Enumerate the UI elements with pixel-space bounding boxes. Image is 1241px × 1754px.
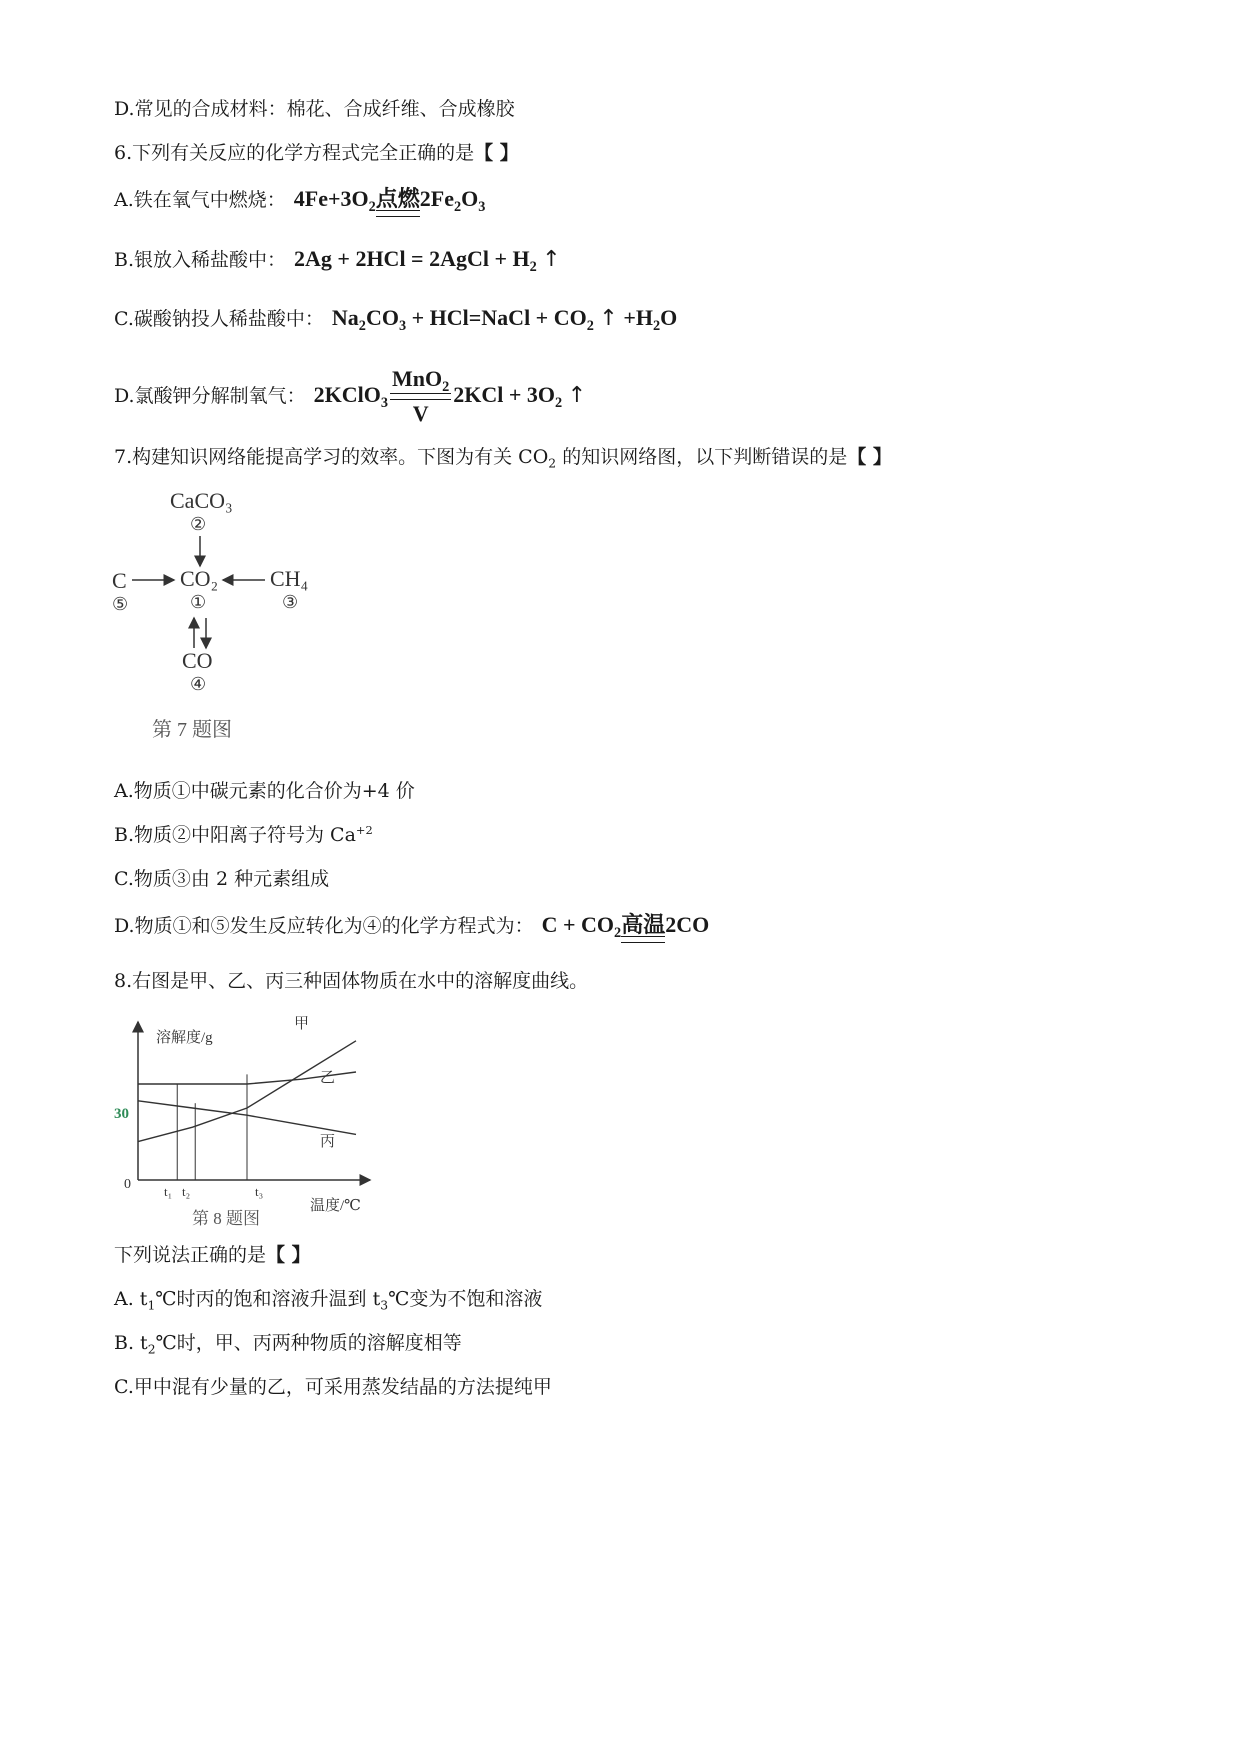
- q8-question: 下列说法正确的是【 】: [114, 1244, 311, 1266]
- x-tick-t3: t₃: [255, 1184, 264, 1199]
- figure-7-caption: 第 7 题图: [152, 719, 232, 741]
- q7-option-d: D.物质①和⑤发生反应转化为④的化学方程式为： $C + CO_2$高温2CO: [114, 912, 710, 941]
- legend-yi: 乙: [320, 1070, 336, 1086]
- q6-stem: [114, 140, 519, 166]
- y-tick-30: 30: [114, 1106, 129, 1122]
- q6-option-a: [114, 186, 485, 215]
- figure-8-caption: 第 8 题图: [192, 1209, 260, 1228]
- node-2-marker: ②: [190, 514, 207, 534]
- q6d-equation: 2KClO$_3$ MnO$_2$ V $2KCl + 3O_2$ ↑: [313, 366, 587, 427]
- q8-option-a: A. $t_1℃$时丙的饱和溶液升温到 $t_3℃$变为不饱和溶液: [114, 1288, 543, 1313]
- x-tick-t1: t₁: [164, 1184, 173, 1199]
- q6-option-d: [114, 366, 586, 426]
- q7-option-c: C.物质③由 2 种元素组成: [114, 868, 330, 890]
- q6-option-c: [114, 305, 677, 332]
- answer-bracket: 【 】: [266, 1244, 311, 1266]
- q8-stem: 8.右图是甲、乙、丙三种固体物质在水中的溶解度曲线。: [114, 970, 589, 992]
- co2-label: CO₂: [180, 566, 219, 591]
- q8-solubility-chart: [108, 1012, 408, 1236]
- node-3-marker: ③: [282, 592, 299, 612]
- gas-arrow-icon: ↑: [599, 306, 618, 331]
- q7-option-b: B.物质②中阳离子符号为 $Ca^{+2}$: [114, 823, 373, 846]
- q6a-label: A.铁在氧气中燃烧：: [114, 189, 286, 211]
- q7d-equation: $C + CO_2$高温2CO: [541, 912, 710, 941]
- gas-arrow-icon: ↑: [542, 247, 561, 272]
- q6c-equation: $Na_2CO_3$ + HCl=NaCl + $CO_2$ ↑ $+H_2O$: [331, 305, 678, 334]
- legend-bing: 丙: [320, 1134, 336, 1150]
- q6b-label: B.银放入稀盐酸中：: [114, 249, 287, 271]
- x-axis-label: 温度/℃: [310, 1198, 361, 1214]
- gas-arrow-icon: ↑: [567, 383, 587, 408]
- x-tick-t2: t₂: [182, 1184, 191, 1199]
- q5-option-d: D.常见的合成材料：棉花、合成纤维、合成橡胶: [114, 98, 515, 120]
- y-axis-label: 溶解度/g: [156, 1030, 213, 1046]
- q6d-label: D.氯酸钾分解制氧气：: [114, 385, 306, 407]
- q7-knowledge-network-figure: [110, 480, 350, 754]
- q7-option-a: A.物质①中碳元素的化合价为+4 价: [114, 780, 415, 802]
- q8-option-c: C.甲中混有少量的乙，可采用蒸发结晶的方法提纯甲: [114, 1376, 552, 1398]
- c-label: C: [112, 568, 127, 593]
- node-4-marker: ④: [190, 674, 207, 694]
- node-1-marker: ①: [190, 592, 207, 612]
- q8-option-b: B. $t_2℃$时，甲、丙两种物质的溶解度相等: [114, 1332, 462, 1357]
- q6b-equation: 2Ag + 2HCl = 2AgCl + $H_2$ ↑: [294, 246, 561, 275]
- answer-bracket: 【 】: [474, 142, 519, 164]
- legend-jia: 甲: [294, 1016, 310, 1032]
- q6-option-b: [114, 246, 561, 273]
- co-label: CO: [182, 648, 213, 673]
- q7-stem: 7.构建知识网络能提高学习的效率。下图为有关 $CO_2$ 的知识网络图，以下判断错误的是【 】: [114, 446, 892, 471]
- node-5-marker: ⑤: [112, 594, 129, 614]
- q6-text: 6.下列有关反应的化学方程式完全正确的是: [114, 142, 475, 164]
- caco3-label: CaCO₃: [170, 488, 233, 513]
- ch4-label: CH₄: [270, 566, 309, 591]
- q6a-equation: $4Fe+3O_2$点燃$2Fe_2O_3$: [293, 186, 486, 215]
- q6c-label: C.碳酸钠投人稀盐酸中：: [114, 308, 324, 330]
- answer-bracket: 【 】: [847, 446, 892, 468]
- origin-label: 0: [124, 1177, 131, 1192]
